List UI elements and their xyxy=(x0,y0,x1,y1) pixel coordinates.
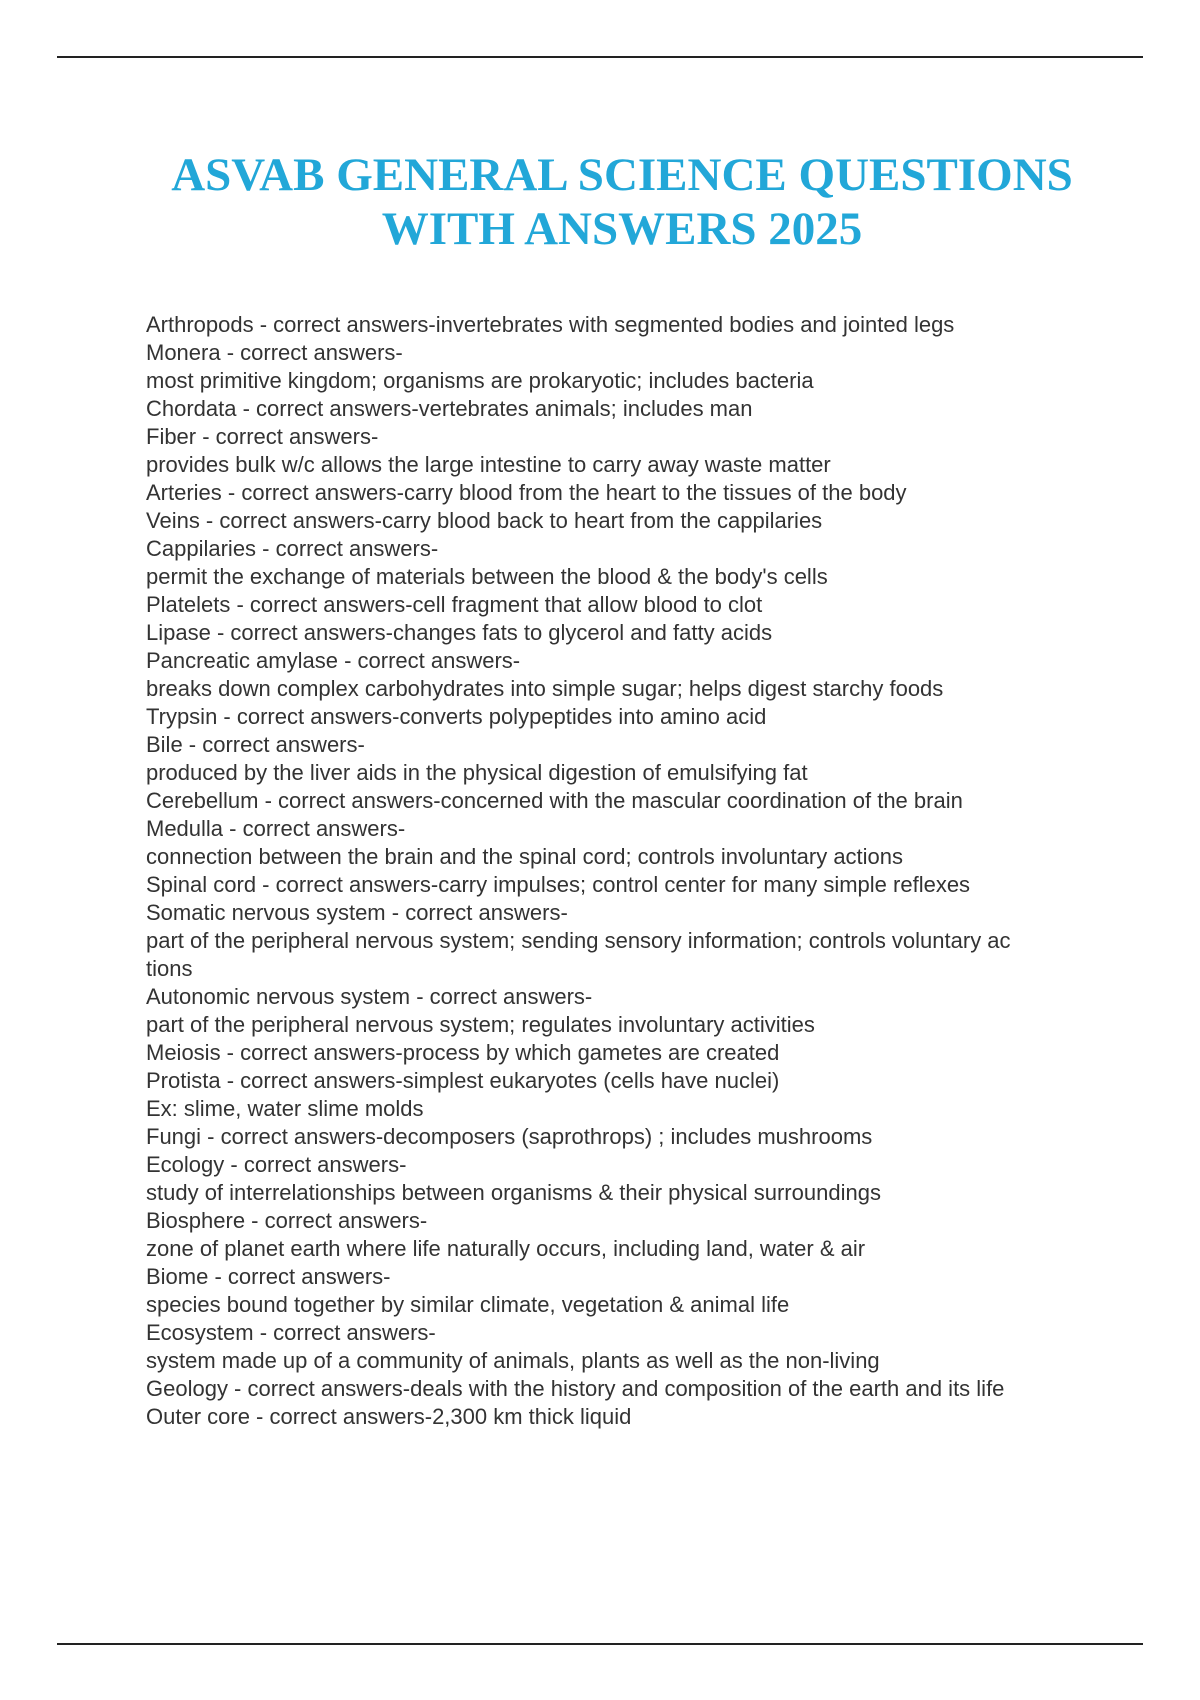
qa-list xyxy=(146,311,1096,1431)
header-rule xyxy=(57,56,1143,58)
qa-line: Geology - correct answers-deals with the history and composition of the earth and its life xyxy=(146,1376,1005,1401)
qa-line: part of the peripheral nervous system; sending sensory information; controls voluntary ac xyxy=(146,928,1011,953)
qa-line: Lipase - correct answers-changes fats to glycerol and fatty acids xyxy=(146,620,773,645)
qa-line: Biome - correct answers- xyxy=(146,1264,391,1289)
qa-line: Spinal cord - correct answers-carry impulses; control center for many simple reflexes xyxy=(146,872,971,897)
footer-rule xyxy=(57,1643,1143,1645)
title-line-1: ASVAB GENERAL SCIENCE QUESTIONS xyxy=(171,149,1073,201)
qa-line: connection between the brain and the spinal cord; controls involuntary actions xyxy=(146,844,904,869)
document-title xyxy=(60,148,1184,256)
qa-line: breaks down complex carbohydrates into simple sugar; helps digest starchy foods xyxy=(146,676,944,701)
qa-line: Meiosis - correct answers-process by which gametes are created xyxy=(146,1040,780,1065)
qa-line: provides bulk w/c allows the large intestine to carry away waste matter xyxy=(146,452,831,477)
qa-line: Autonomic nervous system - correct answers- xyxy=(146,984,593,1009)
qa-line: Monera - correct answers- xyxy=(146,340,403,365)
qa-line: system made up of a community of animals, plants as well as the non-living xyxy=(146,1348,880,1373)
qa-line: Chordata - correct answers-vertebrates animals; includes man xyxy=(146,396,753,421)
qa-line: produced by the liver aids in the physical digestion of emulsifying fat xyxy=(146,760,808,785)
qa-line: Pancreatic amylase - correct answers- xyxy=(146,648,521,673)
qa-line: Arthropods - correct answers-invertebrates with segmented bodies and jointed legs xyxy=(146,312,955,337)
qa-line: tions xyxy=(146,956,193,981)
qa-line: Bile - correct answers- xyxy=(146,732,365,757)
qa-line: Cappilaries - correct answers- xyxy=(146,536,439,561)
qa-line: species bound together by similar climate, vegetation & animal life xyxy=(146,1292,790,1317)
qa-line: Fiber - correct answers- xyxy=(146,424,379,449)
qa-line: Trypsin - correct answers-converts polypeptides into amino acid xyxy=(146,704,767,729)
title-line-2: WITH ANSWERS 2025 xyxy=(381,203,863,255)
qa-line: Veins - correct answers-carry blood back to heart from the cappilaries xyxy=(146,508,823,533)
qa-line: Biosphere - correct answers- xyxy=(146,1208,428,1233)
qa-line: most primitive kingdom; organisms are prokaryotic; includes bacteria xyxy=(146,368,814,393)
qa-line: permit the exchange of materials between the blood & the body's cells xyxy=(146,564,828,589)
qa-line: Platelets - correct answers-cell fragment that allow blood to clot xyxy=(146,592,763,617)
qa-line: Fungi - correct answers-decomposers (saprothrops) ; includes mushrooms xyxy=(146,1124,873,1149)
qa-line: Arteries - correct answers-carry blood from the heart to the tissues of the body xyxy=(146,480,907,505)
qa-line: Medulla - correct answers- xyxy=(146,816,406,841)
qa-line: Cerebellum - correct answers-concerned with the mascular coordination of the brain xyxy=(146,788,963,813)
qa-line: Ecosystem - correct answers- xyxy=(146,1320,436,1345)
qa-line: Outer core - correct answers-2,300 km thick liquid xyxy=(146,1404,632,1429)
qa-line: Ecology - correct answers- xyxy=(146,1152,407,1177)
qa-line: Ex: slime, water slime molds xyxy=(146,1096,424,1121)
qa-line: Protista - correct answers-simplest eukaryotes (cells have nuclei) xyxy=(146,1068,780,1093)
qa-line: zone of planet earth where life naturally occurs, including land, water & air xyxy=(146,1236,866,1261)
qa-line: Somatic nervous system - correct answers- xyxy=(146,900,568,925)
qa-line: study of interrelationships between organisms & their physical surroundings xyxy=(146,1180,881,1205)
qa-line: part of the peripheral nervous system; regulates involuntary activities xyxy=(146,1012,815,1037)
